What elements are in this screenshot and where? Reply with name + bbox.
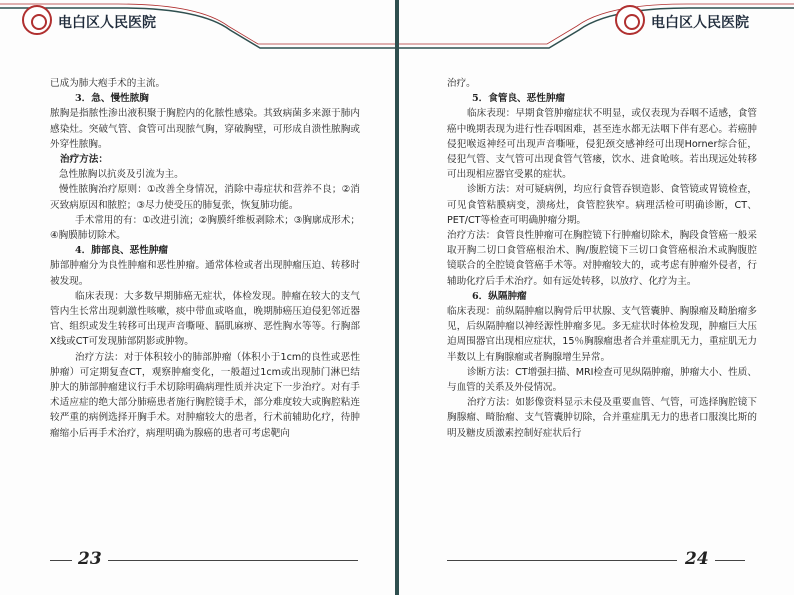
- paragraph: 已成为肺大疱手术的主流。: [50, 78, 166, 89]
- paragraph: 临床表现：前纵隔肿瘤以胸骨后甲状腺、支气管囊肿、胸腺瘤及畸胎瘤多见，后纵隔肿瘤以神经源性肿瘤多见。多无症状时体检发现，肿瘤巨大压迫周围器官出现相应症状，15％胸腺瘤患者合并重症肌无力，重症肌无力半数以上有胸腺瘤或者胸腺增生异常。: [447, 306, 757, 363]
- paragraph: 临床表现：大多数早期肺癌无症状，体检发现。肿瘤在较大的支气管内生长常出现刺激性咳嗽，痰中带血或咯血，晚期肺癌压迫侵犯邻近器官、组织或发生转移可出现声音嘶哑、膈肌麻痹、恶性胸水等等。行胸部X线或CT可发现肺部阴影或肿物。: [50, 290, 360, 348]
- paragraph: 脓胸是指脓性渗出液积聚于胸腔内的化脓性感染。其致病菌多来源于肺内感染灶。突破气管、食管可出现脓气胸，穿破胸壁，可形成自溃性脓胸或外穿性脓胸。: [50, 108, 360, 150]
- footer-rule-right: [715, 560, 745, 561]
- paragraph: 诊断方法：对可疑病例，均应行食管吞钡造影、食管镜或胃镜检查，可见食管粘膜病变，溃疡灶，食管腔狭窄。病理活检可明确诊断，CT、PET/CT等检查可明确肿瘤分期。: [447, 184, 757, 226]
- paragraph: 治疗方法：如影像资料显示未侵及重要血管、气管，可选择胸腔镜下胸腺瘤、畸胎瘤、支气管囊肿切除，合并重症肌无力的患者口服溴比斯的明及糖皮质激素控制好症状后行: [447, 397, 757, 439]
- paragraph: 肺部肿瘤分为良性肿瘤和恶性肿瘤。通常体检或者出现肿瘤压迫、转移时被发现。: [50, 260, 360, 287]
- hospital-emblem-icon: [22, 5, 52, 35]
- section-heading: 4．肺部良、恶性肿瘤: [75, 245, 169, 257]
- page-number: 24: [685, 549, 709, 569]
- footer-rule-left: [50, 560, 72, 561]
- page-number: 23: [78, 549, 102, 569]
- paragraph: 临床表现：早期食管肿瘤症状不明显，或仅表现为吞咽不适感，食管癌中晚期表现为进行性吞咽困难，甚至连水都无法咽下伴有恶心。若癌肿侵犯喉返神经可出现声音嘶哑，侵犯颈交感神经可出现Horner综合征，侵犯气管、支气管可出现食管气管瘘，饮水、进食呛咳。若出现远处转移可出现相应器官受累的症状。: [447, 108, 757, 181]
- right-page-body: [447, 76, 757, 441]
- right-page: [399, 0, 794, 595]
- paragraph: 慢性脓胸治疗原则：①改善全身情况，消除中毒症状和营养不良；②消灭致病原因和脓腔；③尽力使受压的肺复张，恢复肺功能。: [50, 184, 360, 211]
- paragraph: 治疗。: [447, 78, 476, 89]
- paragraph: 诊断方法：CT增强扫描、MRI检查可见纵隔肿瘤，肿瘤大小、性质、与血管的关系及外侵情况。: [447, 366, 757, 394]
- paragraph: 手术常用的有：①改进引流；②胸膜纤维板剥除术；③胸廓成形术；④胸膜肺切除术。: [50, 214, 360, 242]
- hospital-name: 电白区人民医院: [58, 15, 156, 31]
- footer-rule-left: [447, 560, 677, 561]
- hospital-emblem-icon: [615, 5, 645, 35]
- paragraph: 治疗方法：食管良性肿瘤可在胸腔镜下行肿瘤切除术，胸段食管癌一般采取开胸二切口食管癌根治术、胸/腹腔镜下三切口食管癌根治术或胸腹腔镜联合的全腔镜食管癌手术等。对肿瘤较大的，或考虑有肿瘤外侵者，行辅助化疗后手术治疗。如有远处转移，以放疗、化疗为主。: [447, 230, 757, 287]
- section-heading: 3．急、慢性脓胸: [75, 93, 149, 105]
- section-heading: 6．纵隔肿瘤: [472, 290, 527, 302]
- left-page: [0, 0, 395, 595]
- subheading: 治疗方法：: [60, 154, 108, 166]
- left-page-footer: [0, 546, 395, 576]
- paragraph: 治疗方法：对于体积较小的肺部肿瘤（体积小于1cm的良性或恶性肿瘤）可定期复查CT，观察肿瘤变化，一般超过1cm或出现肺门淋巴结肿大的肺部肿瘤建议行手术切除明确病理性质并决定下一步治疗。对有手术适应症的绝大部分肺癌患者施行胸腔镜手术，部分难度较大或胸腔粘连较严重的病例选择开胸手术。对肿瘤较大的患者，行术前辅助化疗，待肿瘤缩小后再手术治疗，病理明确为腺癌的患者可考虑靶向: [50, 351, 360, 439]
- right-page-footer: [399, 546, 794, 576]
- section-heading: 5．食管良、恶性肿瘤: [472, 93, 566, 105]
- paragraph: 急性脓胸以抗炎及引流为主。: [59, 169, 184, 181]
- left-page-body: [50, 76, 360, 441]
- footer-rule-right: [108, 560, 358, 561]
- hospital-name: 电白区人民医院: [651, 15, 749, 31]
